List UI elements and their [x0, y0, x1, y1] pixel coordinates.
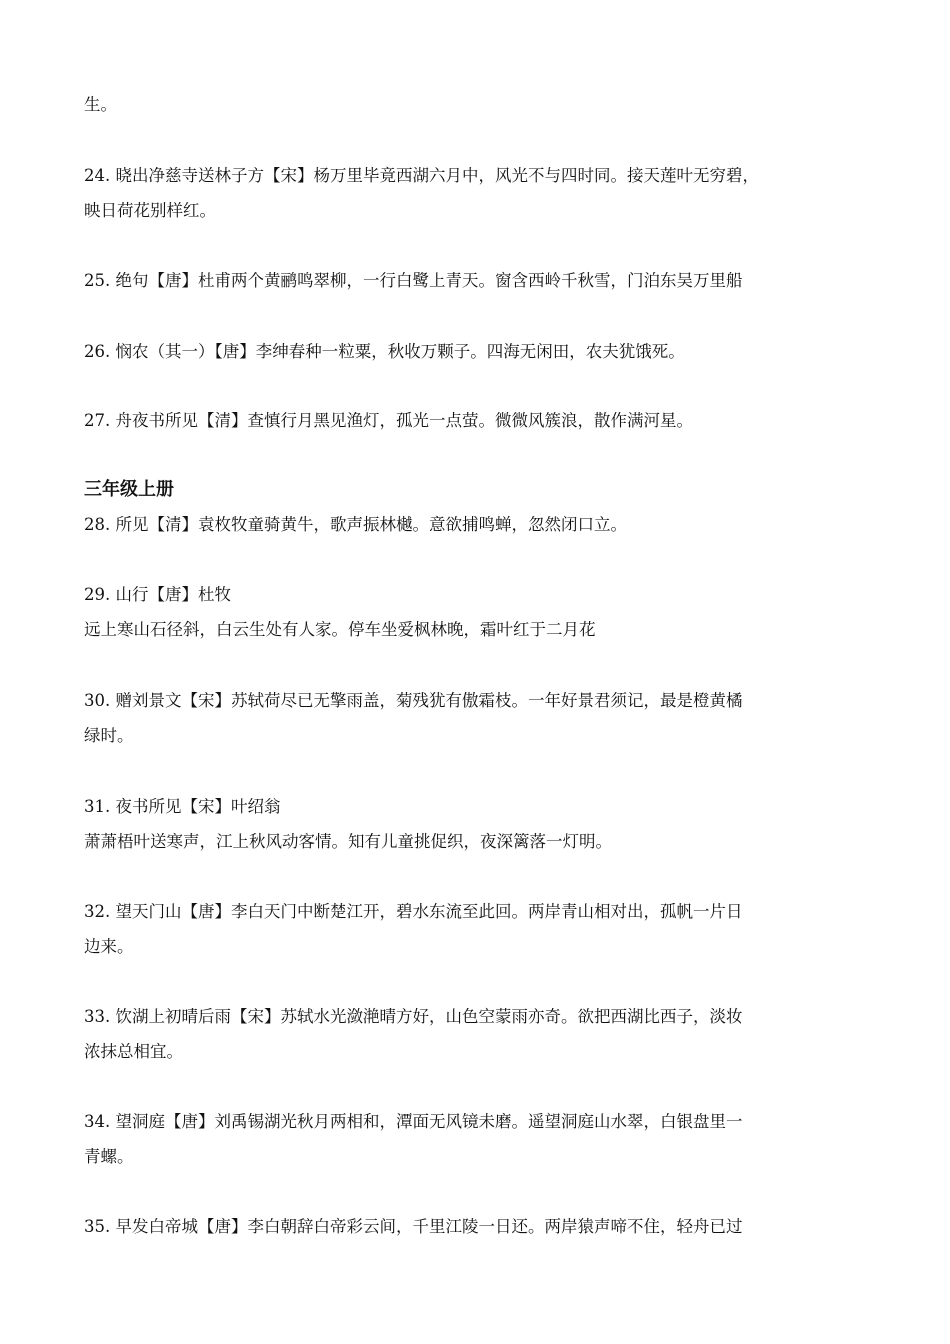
poem-32-line: 边来。	[84, 937, 134, 956]
poem-29-line: 远上寒山石径斜，白云生处有人家。停车坐爱枫林晚，霜叶红于二月花	[84, 620, 596, 639]
poem-25-line: 25. 绝句【唐】杜甫两个黄鹂鸣翠柳，一行白鹭上青天。窗含西岭千秋雪，门泊东吴万里船	[84, 271, 743, 290]
poem-24-line: 映日荷花别样红。	[84, 201, 216, 220]
text-line: 生。	[84, 95, 117, 114]
poem-34-line: 青螺。	[84, 1147, 134, 1166]
poem-28-line: 28. 所见【清】袁枚牧童骑黄牛，歌声振林樾。意欲捕鸣蝉，忽然闭口立。	[84, 515, 627, 534]
poem-31-title: 31. 夜书所见【宋】叶绍翁	[84, 797, 281, 816]
poem-27-line: 27. 舟夜书所见【清】查慎行月黑见渔灯，孤光一点萤。微微风簇浪，散作满河星。	[84, 411, 693, 430]
poem-32-line: 32. 望天门山【唐】李白天门中断楚江开，碧水东流至此回。两岸青山相对出，孤帆一片日	[84, 902, 743, 921]
poem-35-line: 35. 早发白帝城【唐】李白朝辞白帝彩云间，千里江陵一日还。两岸猿声啼不住，轻舟已过	[84, 1217, 743, 1236]
poem-34-line: 34. 望洞庭【唐】刘禹锡湖光秋月两相和，潭面无风镜未磨。遥望洞庭山水翠，白银盘里一	[84, 1112, 743, 1131]
poem-30-line: 30. 赠刘景文【宋】苏轼荷尽已无擎雨盖，菊残犹有傲霜枝。一年好景君须记，最是橙黄橘	[84, 691, 743, 710]
poem-29-title: 29. 山行【唐】杜牧	[84, 585, 231, 604]
poem-33-line: 浓抹总相宜。	[84, 1042, 183, 1061]
poem-30-line: 绿时。	[84, 726, 134, 745]
poem-26-line: 26. 悯农（其一）【唐】李绅春种一粒粟，秋收万颗子。四海无闲田，农夫犹饿死。	[84, 342, 685, 361]
poem-24-line: 24. 晓出净慈寺送林子方【宋】杨万里毕竟西湖六月中，风光不与四时同。接天莲叶无穷碧，	[84, 166, 759, 185]
section-heading: 三年级上册	[84, 479, 174, 500]
poem-31-line: 萧萧梧叶送寒声，江上秋风动客情。知有儿童挑促织，夜深篱落一灯明。	[84, 832, 612, 851]
poem-33-line: 33. 饮湖上初晴后雨【宋】苏轼水光潋滟晴方好，山色空蒙雨亦奇。欲把西湖比西子，淡妆	[84, 1007, 743, 1026]
